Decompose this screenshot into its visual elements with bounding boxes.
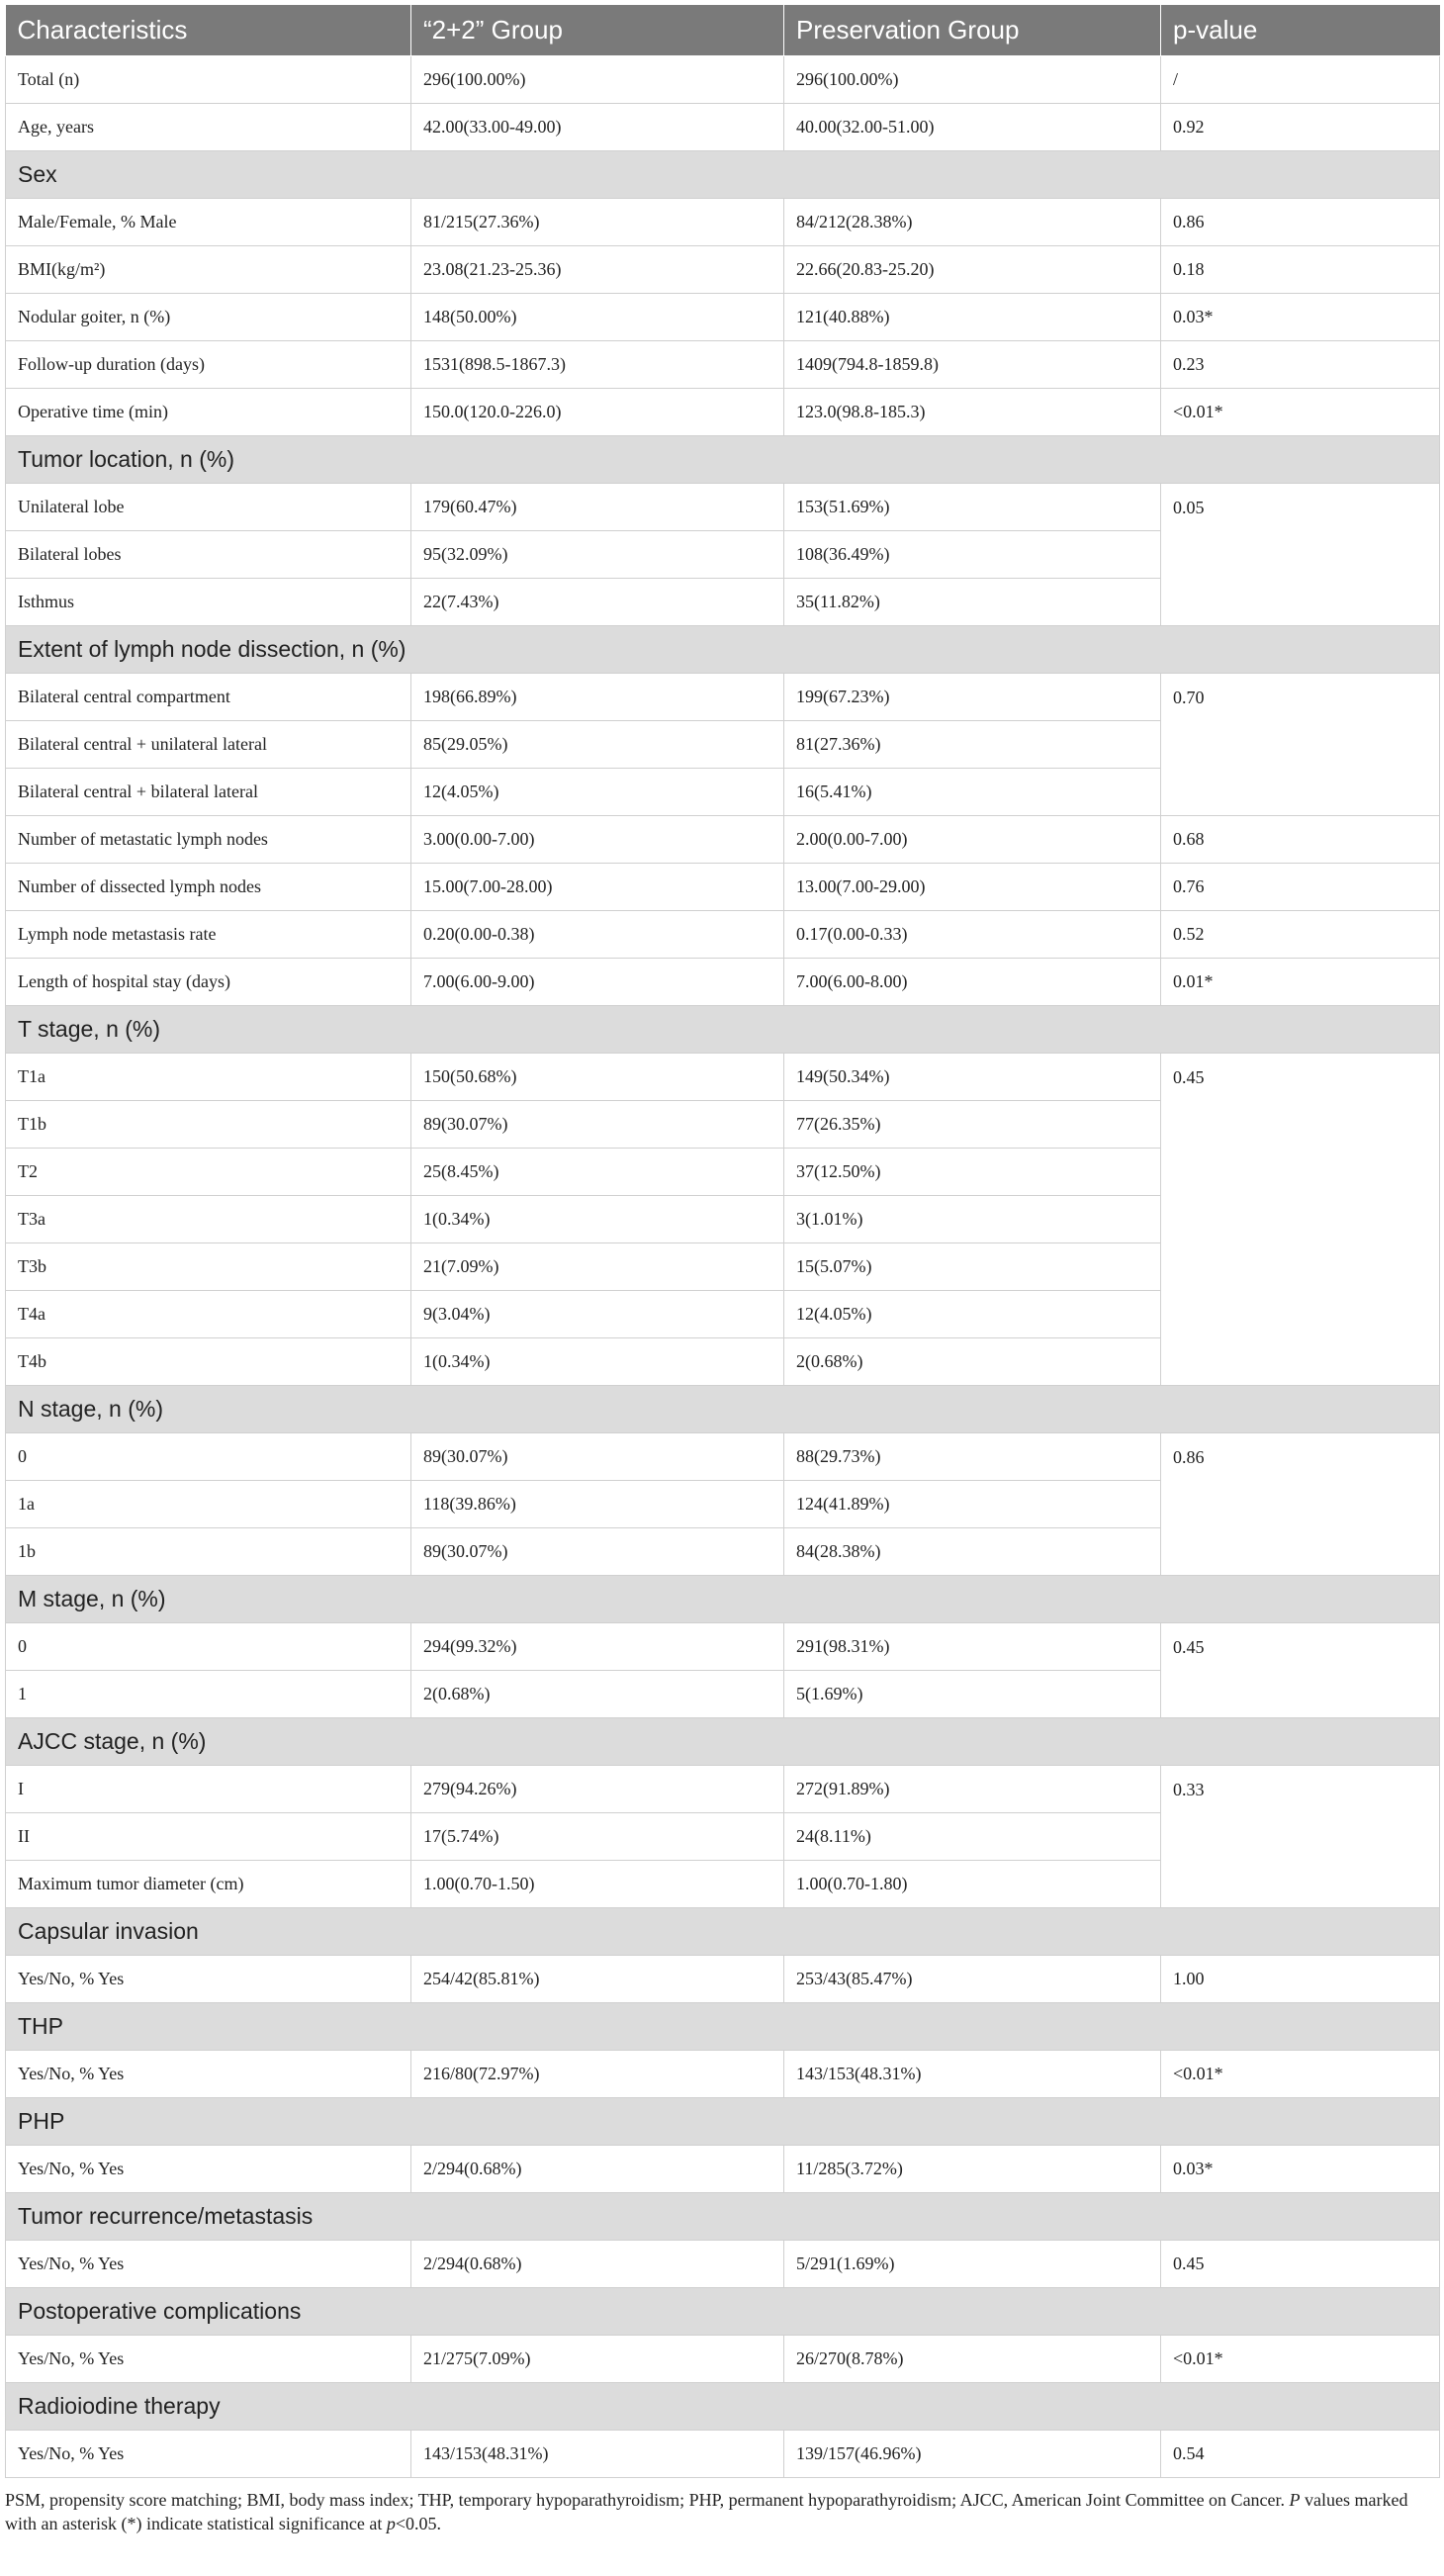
cell-characteristic: 1a (6, 1481, 411, 1528)
section-header-row (6, 1718, 1440, 1766)
cell-p-value: 0.86 (1161, 1433, 1440, 1576)
cell-2plus2-group: 23.08(21.23-25.36) (411, 246, 784, 294)
cell-2plus2-group: 1.00(0.70-1.50) (411, 1861, 784, 1908)
cell-2plus2-group: 2/294(0.68%) (411, 2146, 784, 2193)
cell-characteristic: Yes/No, % Yes (6, 1956, 411, 2003)
section-header-row (6, 2383, 1440, 2431)
cell-preservation-group: 88(29.73%) (784, 1433, 1161, 1481)
cell-2plus2-group: 0.20(0.00-0.38) (411, 911, 784, 959)
footnote-text-2: values marked with an asterisk (*) indicate statistical significance at (5, 2490, 1408, 2533)
cell-characteristic: Follow-up duration (days) (6, 341, 411, 389)
table-row (6, 816, 1440, 864)
header-preservation-group: Preservation Group (784, 5, 1161, 56)
cell-preservation-group: 5(1.69%) (784, 1671, 1161, 1718)
table-row (6, 2146, 1440, 2193)
cell-preservation-group: 108(36.49%) (784, 531, 1161, 579)
cell-2plus2-group: 118(39.86%) (411, 1481, 784, 1528)
cell-preservation-group: 139/157(46.96%) (784, 2431, 1161, 2478)
section-label: Sex (6, 151, 1440, 199)
cell-p-value: 0.76 (1161, 864, 1440, 911)
section-header-row (6, 1386, 1440, 1433)
cell-2plus2-group: 143/153(48.31%) (411, 2431, 784, 2478)
cell-p-value: 0.45 (1161, 2241, 1440, 2288)
table-row (6, 1623, 1440, 1671)
cell-2plus2-group: 42.00(33.00-49.00) (411, 104, 784, 151)
cell-characteristic: T3a (6, 1196, 411, 1243)
cell-preservation-group: 26/270(8.78%) (784, 2336, 1161, 2383)
cell-2plus2-group: 22(7.43%) (411, 579, 784, 626)
cell-characteristic: Age, years (6, 104, 411, 151)
cell-2plus2-group: 15.00(7.00-28.00) (411, 864, 784, 911)
table-row (6, 104, 1440, 151)
cell-preservation-group: 121(40.88%) (784, 294, 1161, 341)
cell-2plus2-group: 216/80(72.97%) (411, 2051, 784, 2098)
cell-characteristic: Yes/No, % Yes (6, 2431, 411, 2478)
section-label: M stage, n (%) (6, 1576, 1440, 1623)
cell-characteristic: Lymph node metastasis rate (6, 911, 411, 959)
cell-preservation-group: 84(28.38%) (784, 1528, 1161, 1576)
cell-p-value: 0.45 (1161, 1623, 1440, 1718)
section-label: Extent of lymph node dissection, n (%) (6, 626, 1440, 674)
section-header-row (6, 2288, 1440, 2336)
cell-characteristic: Maximum tumor diameter (cm) (6, 1861, 411, 1908)
cell-characteristic: T1b (6, 1101, 411, 1149)
cell-2plus2-group: 254/42(85.81%) (411, 1956, 784, 2003)
cell-preservation-group: 272(91.89%) (784, 1766, 1161, 1813)
table-row (6, 2431, 1440, 2478)
header-2plus2-group: “2+2” Group (411, 5, 784, 56)
cell-2plus2-group: 2/294(0.68%) (411, 2241, 784, 2288)
header-characteristics: Characteristics (6, 5, 411, 56)
cell-characteristic: Nodular goiter, n (%) (6, 294, 411, 341)
cell-p-value: 0.86 (1161, 199, 1440, 246)
table-row (6, 911, 1440, 959)
cell-preservation-group: 296(100.00%) (784, 56, 1161, 104)
cell-preservation-group: 40.00(32.00-51.00) (784, 104, 1161, 151)
table-row (6, 484, 1440, 531)
cell-p-value: 0.92 (1161, 104, 1440, 151)
cell-preservation-group: 1.00(0.70-1.80) (784, 1861, 1161, 1908)
cell-preservation-group: 3(1.01%) (784, 1196, 1161, 1243)
cell-characteristic: T3b (6, 1243, 411, 1291)
cell-characteristic: BMI(kg/m²) (6, 246, 411, 294)
table-row (6, 56, 1440, 104)
table-row (6, 389, 1440, 436)
section-header-row (6, 1006, 1440, 1054)
cell-p-value: 0.68 (1161, 816, 1440, 864)
cell-preservation-group: 35(11.82%) (784, 579, 1161, 626)
cell-characteristic: Yes/No, % Yes (6, 2146, 411, 2193)
cell-2plus2-group: 150(50.68%) (411, 1054, 784, 1101)
cell-p-value: 0.03* (1161, 294, 1440, 341)
cell-preservation-group: 153(51.69%) (784, 484, 1161, 531)
cell-2plus2-group: 150.0(120.0-226.0) (411, 389, 784, 436)
cell-preservation-group: 24(8.11%) (784, 1813, 1161, 1861)
cell-characteristic: T1a (6, 1054, 411, 1101)
section-label: Capsular invasion (6, 1908, 1440, 1956)
table-row (6, 2051, 1440, 2098)
cell-p-value: <0.01* (1161, 2051, 1440, 2098)
cell-characteristic: Bilateral central compartment (6, 674, 411, 721)
cell-preservation-group: 77(26.35%) (784, 1101, 1161, 1149)
section-label: AJCC stage, n (%) (6, 1718, 1440, 1766)
cell-2plus2-group: 9(3.04%) (411, 1291, 784, 1338)
cell-2plus2-group: 21/275(7.09%) (411, 2336, 784, 2383)
cell-characteristic: T4a (6, 1291, 411, 1338)
section-header-row (6, 2003, 1440, 2051)
cell-characteristic: 1 (6, 1671, 411, 1718)
cell-p-value: / (1161, 56, 1440, 104)
cell-p-value: 1.00 (1161, 1956, 1440, 2003)
section-label: Radioiodine therapy (6, 2383, 1440, 2431)
table-row (6, 199, 1440, 246)
cell-characteristic: T4b (6, 1338, 411, 1386)
cell-2plus2-group: 279(94.26%) (411, 1766, 784, 1813)
cell-preservation-group: 123.0(98.8-185.3) (784, 389, 1161, 436)
cell-characteristic: Length of hospital stay (days) (6, 959, 411, 1006)
table-container (5, 4, 1439, 2535)
table-header-row (6, 5, 1440, 56)
cell-characteristic: Bilateral lobes (6, 531, 411, 579)
section-header-row (6, 1576, 1440, 1623)
cell-2plus2-group: 1(0.34%) (411, 1338, 784, 1386)
cell-preservation-group: 5/291(1.69%) (784, 2241, 1161, 2288)
cell-preservation-group: 22.66(20.83-25.20) (784, 246, 1161, 294)
section-label: T stage, n (%) (6, 1006, 1440, 1054)
cell-characteristic: 1b (6, 1528, 411, 1576)
cell-2plus2-group: 95(32.09%) (411, 531, 784, 579)
section-label: Tumor recurrence/metastasis (6, 2193, 1440, 2241)
cell-characteristic: Male/Female, % Male (6, 199, 411, 246)
cell-characteristic: Bilateral central + unilateral lateral (6, 721, 411, 769)
cell-2plus2-group: 7.00(6.00-9.00) (411, 959, 784, 1006)
section-label: THP (6, 2003, 1440, 2051)
table-row (6, 2336, 1440, 2383)
footnote-p-italic: P (1289, 2490, 1301, 2510)
cell-preservation-group: 13.00(7.00-29.00) (784, 864, 1161, 911)
table-row (6, 674, 1440, 721)
cell-2plus2-group: 81/215(27.36%) (411, 199, 784, 246)
table-row (6, 864, 1440, 911)
cell-2plus2-group: 17(5.74%) (411, 1813, 784, 1861)
cell-preservation-group: 12(4.05%) (784, 1291, 1161, 1338)
cell-preservation-group: 16(5.41%) (784, 769, 1161, 816)
cell-characteristic: 0 (6, 1623, 411, 1671)
cell-preservation-group: 37(12.50%) (784, 1149, 1161, 1196)
cell-characteristic: Unilateral lobe (6, 484, 411, 531)
cell-p-value: 0.18 (1161, 246, 1440, 294)
cell-preservation-group: 15(5.07%) (784, 1243, 1161, 1291)
cell-2plus2-group: 294(99.32%) (411, 1623, 784, 1671)
section-header-row (6, 436, 1440, 484)
section-label: N stage, n (%) (6, 1386, 1440, 1433)
table-row (6, 294, 1440, 341)
cell-characteristic: Yes/No, % Yes (6, 2051, 411, 2098)
footnote-text-3: <0.05. (395, 2514, 442, 2533)
table-row (6, 959, 1440, 1006)
section-header-row (6, 151, 1440, 199)
footnote-text-1: PSM, propensity score matching; BMI, body mass index; THP, temporary hypoparathyroidism; PHP, permanent hypoparathyroidism; AJCC, American Joint Committee on Cancer. (5, 2490, 1290, 2510)
cell-characteristic: II (6, 1813, 411, 1861)
cell-p-value: <0.01* (1161, 2336, 1440, 2383)
footnote-p-italic-2: p (386, 2514, 396, 2533)
cell-preservation-group: 143/153(48.31%) (784, 2051, 1161, 2098)
cell-characteristic: Operative time (min) (6, 389, 411, 436)
characteristics-table (5, 4, 1440, 2478)
cell-p-value: 0.52 (1161, 911, 1440, 959)
cell-preservation-group: 11/285(3.72%) (784, 2146, 1161, 2193)
cell-2plus2-group: 89(30.07%) (411, 1433, 784, 1481)
cell-p-value: 0.01* (1161, 959, 1440, 1006)
cell-p-value: <0.01* (1161, 389, 1440, 436)
cell-characteristic: Total (n) (6, 56, 411, 104)
cell-characteristic: I (6, 1766, 411, 1813)
cell-2plus2-group: 21(7.09%) (411, 1243, 784, 1291)
cell-preservation-group: 1409(794.8-1859.8) (784, 341, 1161, 389)
section-header-row (6, 1908, 1440, 1956)
table-row (6, 341, 1440, 389)
cell-preservation-group: 149(50.34%) (784, 1054, 1161, 1101)
section-label: PHP (6, 2098, 1440, 2146)
cell-p-value: 0.33 (1161, 1766, 1440, 1908)
table-row (6, 246, 1440, 294)
table-footnote (5, 2488, 1439, 2535)
cell-p-value: 0.05 (1161, 484, 1440, 626)
cell-preservation-group: 2.00(0.00-7.00) (784, 816, 1161, 864)
table-row (6, 1766, 1440, 1813)
table-row (6, 1054, 1440, 1101)
cell-characteristic: Bilateral central + bilateral lateral (6, 769, 411, 816)
header-p-value: p-value (1161, 5, 1440, 56)
cell-p-value: 0.03* (1161, 2146, 1440, 2193)
cell-2plus2-group: 89(30.07%) (411, 1528, 784, 1576)
cell-2plus2-group: 148(50.00%) (411, 294, 784, 341)
cell-preservation-group: 199(67.23%) (784, 674, 1161, 721)
cell-2plus2-group: 85(29.05%) (411, 721, 784, 769)
table-body (6, 56, 1440, 2478)
section-label: Postoperative complications (6, 2288, 1440, 2336)
section-label: Tumor location, n (%) (6, 436, 1440, 484)
cell-2plus2-group: 3.00(0.00-7.00) (411, 816, 784, 864)
cell-characteristic: Yes/No, % Yes (6, 2336, 411, 2383)
cell-preservation-group: 253/43(85.47%) (784, 1956, 1161, 2003)
table-row (6, 1956, 1440, 2003)
cell-preservation-group: 84/212(28.38%) (784, 199, 1161, 246)
cell-characteristic: Yes/No, % Yes (6, 2241, 411, 2288)
cell-p-value: 0.70 (1161, 674, 1440, 816)
cell-characteristic: T2 (6, 1149, 411, 1196)
section-header-row (6, 2098, 1440, 2146)
cell-p-value: 0.54 (1161, 2431, 1440, 2478)
cell-characteristic: Number of metastatic lymph nodes (6, 816, 411, 864)
cell-preservation-group: 7.00(6.00-8.00) (784, 959, 1161, 1006)
cell-preservation-group: 124(41.89%) (784, 1481, 1161, 1528)
cell-characteristic: Number of dissected lymph nodes (6, 864, 411, 911)
cell-2plus2-group: 1531(898.5-1867.3) (411, 341, 784, 389)
cell-2plus2-group: 12(4.05%) (411, 769, 784, 816)
cell-preservation-group: 291(98.31%) (784, 1623, 1161, 1671)
cell-2plus2-group: 198(66.89%) (411, 674, 784, 721)
cell-p-value: 0.23 (1161, 341, 1440, 389)
cell-p-value: 0.45 (1161, 1054, 1440, 1386)
cell-preservation-group: 0.17(0.00-0.33) (784, 911, 1161, 959)
cell-preservation-group: 2(0.68%) (784, 1338, 1161, 1386)
table-row (6, 2241, 1440, 2288)
cell-2plus2-group: 25(8.45%) (411, 1149, 784, 1196)
cell-characteristic: 0 (6, 1433, 411, 1481)
cell-2plus2-group: 296(100.00%) (411, 56, 784, 104)
cell-2plus2-group: 1(0.34%) (411, 1196, 784, 1243)
cell-2plus2-group: 2(0.68%) (411, 1671, 784, 1718)
cell-2plus2-group: 89(30.07%) (411, 1101, 784, 1149)
table-row (6, 1433, 1440, 1481)
cell-characteristic: Isthmus (6, 579, 411, 626)
cell-preservation-group: 81(27.36%) (784, 721, 1161, 769)
cell-2plus2-group: 179(60.47%) (411, 484, 784, 531)
section-header-row (6, 2193, 1440, 2241)
section-header-row (6, 626, 1440, 674)
